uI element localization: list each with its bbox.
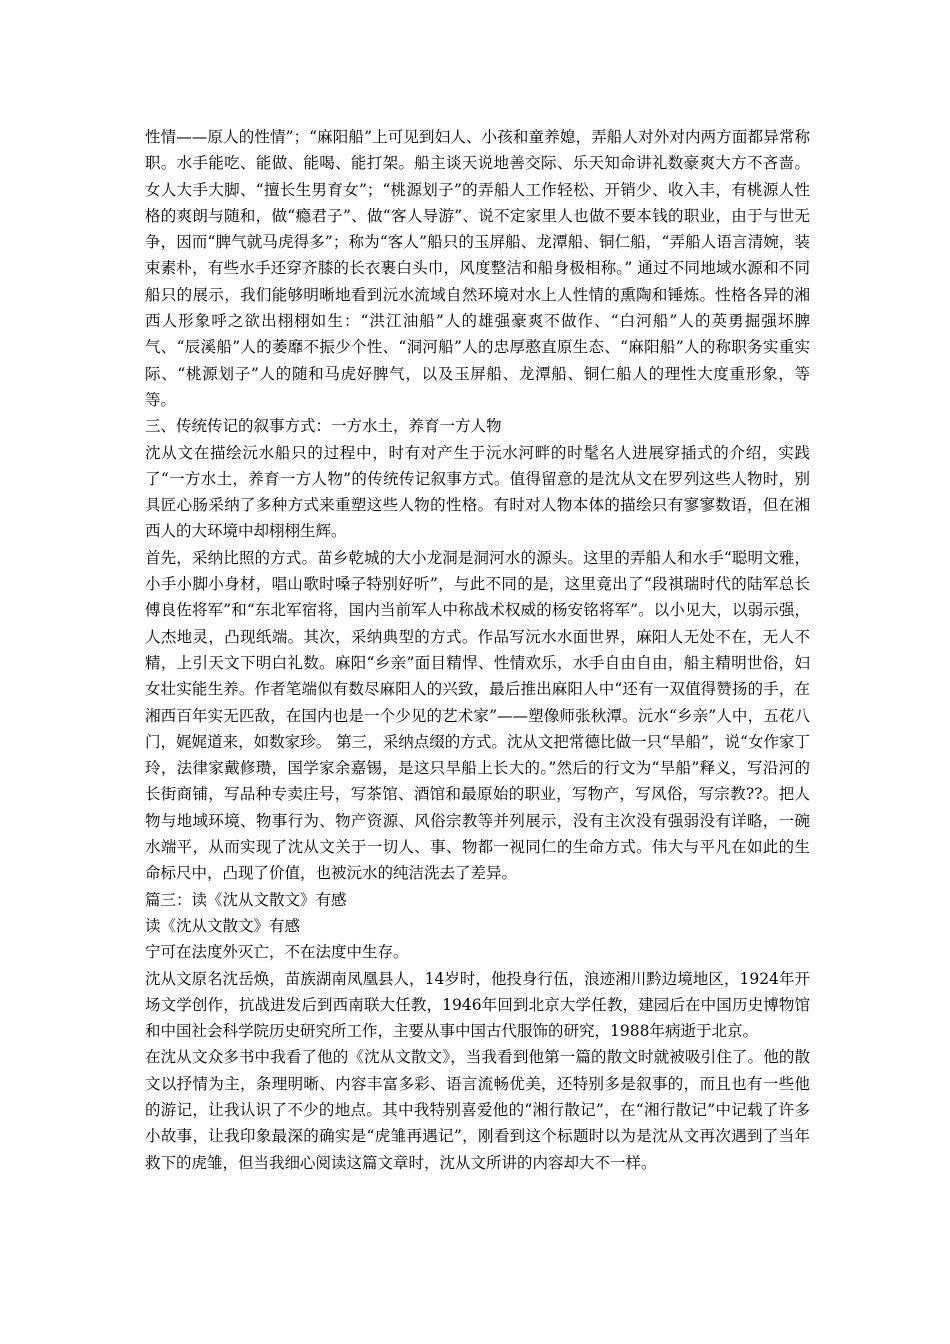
article-title: 篇三：读《沈从文散文》有感 xyxy=(145,890,347,909)
section-heading: 三、传统传记的叙事方式：一方水土，养育一方人物 xyxy=(145,417,502,436)
body-paragraph: 在沈从文众多书中我看了他的《沈从文散文》，当我看到他第一篇的散文时就被吸引住了。他的散文以抒情为主，条理明晰、内容丰富多彩、语言流畅优美，还特别多是叙事的，而且也有一些他的游记，让我认识了不少的地点。其中我特别喜爱他的“湘行散记”，在“湘行散记”中记载了许多小故事，让我印象最深的确实是“虎雏再遇记”，刚看到这个标题时以为是沈从文再次遇到了当年救下的虎雏，但当我细心阅读这篇文章时，沈从文所讲的内容却大不一样。 xyxy=(145,1048,810,1172)
body-paragraph: 沈从文在描绘沅水船只的过程中，时有对产生于沅水河畔的时髦名人进展穿插式的介绍，实践了“一方水土，养育一方人物”的传统传记叙事方式。值得留意的是沈从文在罗列这些人物时，别具匠心肠采纳了多种方式来重塑这些人物的性格。有时对人物本体的描绘只有寥寥数语，但在湘西人的大环境中却栩栩生辉。 xyxy=(145,443,810,541)
body-paragraph: 沈从文原名沈岳焕，苗族湖南凤凰县人，14岁时，他投身行伍，浪迹湘川黔边境地区，1924年开场文学创作，抗战进发后到西南联大任教，1946年回到北京大学任教，建园后在中国历史博物馆和中国社会科学院历史研究所工作，主要从事中国古代服饰的研究，1988年病逝于北京。 xyxy=(145,969,810,1041)
article-subtitle: 读《沈从文散文》有感 xyxy=(145,916,301,935)
quote-line: 宁可在法度外灭亡，不在法度中生存。 xyxy=(145,943,409,962)
document-body xyxy=(145,124,810,1176)
body-paragraph: 首先，采纳比照的方式。苗乡乾城的大小龙洞是洞河水的源头。这里的弄船人和水手“聪明文雅，小手小脚小身材，唱山歌时嗓子特别好听”，与此不同的是，这里竟出了“段祺瑞时代的陆军总长傅良佐将军”和“东北军宿将，国内当前军人中称战术权威的杨安铭将军”。以小见大，以弱示强，人杰地灵，凸现纸端。其次，采纳典型的方式。作品写沅水水面世界，麻阳人无处不在，无人不精，上引天文下明白礼数。麻阳“乡亲”面目精悍、性情欢乐，水手自由自由，船主精明世俗，妇女壮实能生养。作者笔端似有数尽麻阳人的兴致，最后推出麻阳人中“还有一双值得赞扬的手，在湘西百年实无匹敌，在国内也是一个少见的艺术家”——塑像师张秋潭。沅水“乡亲”人中，五花八门，娓娓道来，如数家珍。 第三，采纳点缀的方式。沈从文把常德比做一只“旱船”，说“女作家丁玲，法律家戴修瓒，国学家余嘉锡，是这只旱船上长大的。”然后的行文为“旱船”释义，写沿河的长街商铺，写品种专卖庄号，写茶馆、酒馆和最原始的职业，写物产，写风俗，写宗教??。把人物与地域环境、物事行为、物产资源、风俗宗教等并列展示，没有主次没有强弱没有详略，一碗水端平，从而实现了沈从文关于一切人、事、物都一视同仁的生命方式。伟大与平凡在如此的生命标尺中，凸现了价值，也被沅水的纯洁洗去了差异。 xyxy=(145,548,810,883)
body-paragraph: 性情——原人的性情”；“麻阳船”上可见到妇人、小孩和童养媳，弄船人对外对内两方面都异常称职。水手能吃、能做、能喝、能打架。船主谈天说地善交际、乐天知命讲礼数豪爽大方不吝啬。女人大手大脚、“擅长生男育女”；“桃源划子”的弄船人工作轻松、开销少、收入丰，有桃源人性格的爽朗与随和，做“瘾君子”、做“客人导游”、说不定家里人也做不要本钱的职业，由于与世无争，因而“脾气就马虎得多”；称为“客人”船只的玉屏船、龙潭船、铜仁船，“弄船人语言清婉，装束素朴，有些水手还穿齐膝的长衣裹白头巾，风度整洁和船身极相称。” 通过不同地域水源和不同船只的展示，我们能够明晰地看到沅水流域自然环境对水上人性情的熏陶和锤炼。性格各异的湘西人形象呼之欲出栩栩如生：“洪江油船”人的雄强豪爽不做作、“白河船”人的英勇掘强坏脾气、“辰溪船”人的萎靡不振少个性、“洞河船”人的忠厚憨直原生态、“麻阳船”人的称职务实重实际、“桃源划子”人的随和马虎好脾气，以及玉屏船、龙潭船、铜仁船人的理性大度重形象，等等。 xyxy=(145,128,810,409)
